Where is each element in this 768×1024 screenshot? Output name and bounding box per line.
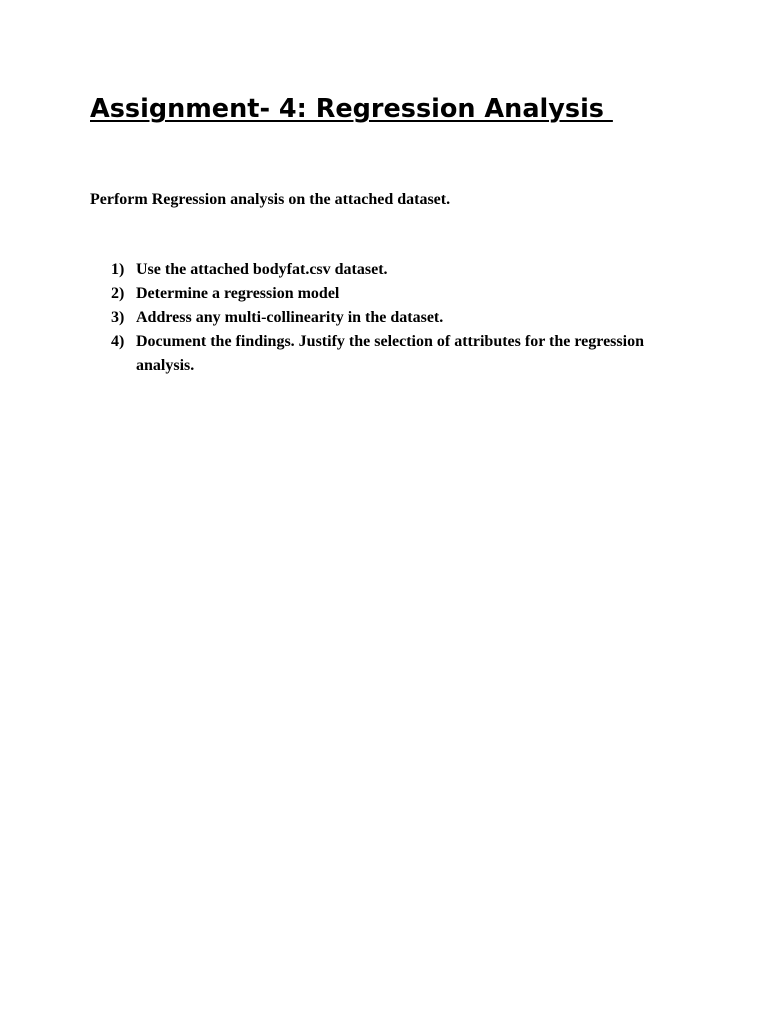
list-item	[90, 306, 650, 330]
list-item-text: Determine a regression model	[136, 285, 340, 302]
list-item-number: 1)	[111, 261, 125, 278]
task-list	[90, 258, 650, 378]
list-item-text: Use the attached bodyfat.csv dataset.	[136, 261, 388, 278]
list-item	[90, 258, 650, 282]
list-item	[90, 330, 650, 378]
page-title: Assignment- 4: Regression Analysis	[90, 94, 613, 124]
list-item-number: 4)	[111, 333, 125, 350]
list-item-text: Address any multi-collinearity in the dataset.	[136, 309, 444, 326]
intro-paragraph: Perform Regression analysis on the attached dataset.	[90, 191, 451, 208]
list-item	[90, 282, 650, 306]
list-item-number: 2)	[111, 285, 125, 302]
list-item-text: Document the findings. Justify the selection of attributes for the regression analysis.	[136, 333, 644, 374]
list-item-number: 3)	[111, 309, 125, 326]
